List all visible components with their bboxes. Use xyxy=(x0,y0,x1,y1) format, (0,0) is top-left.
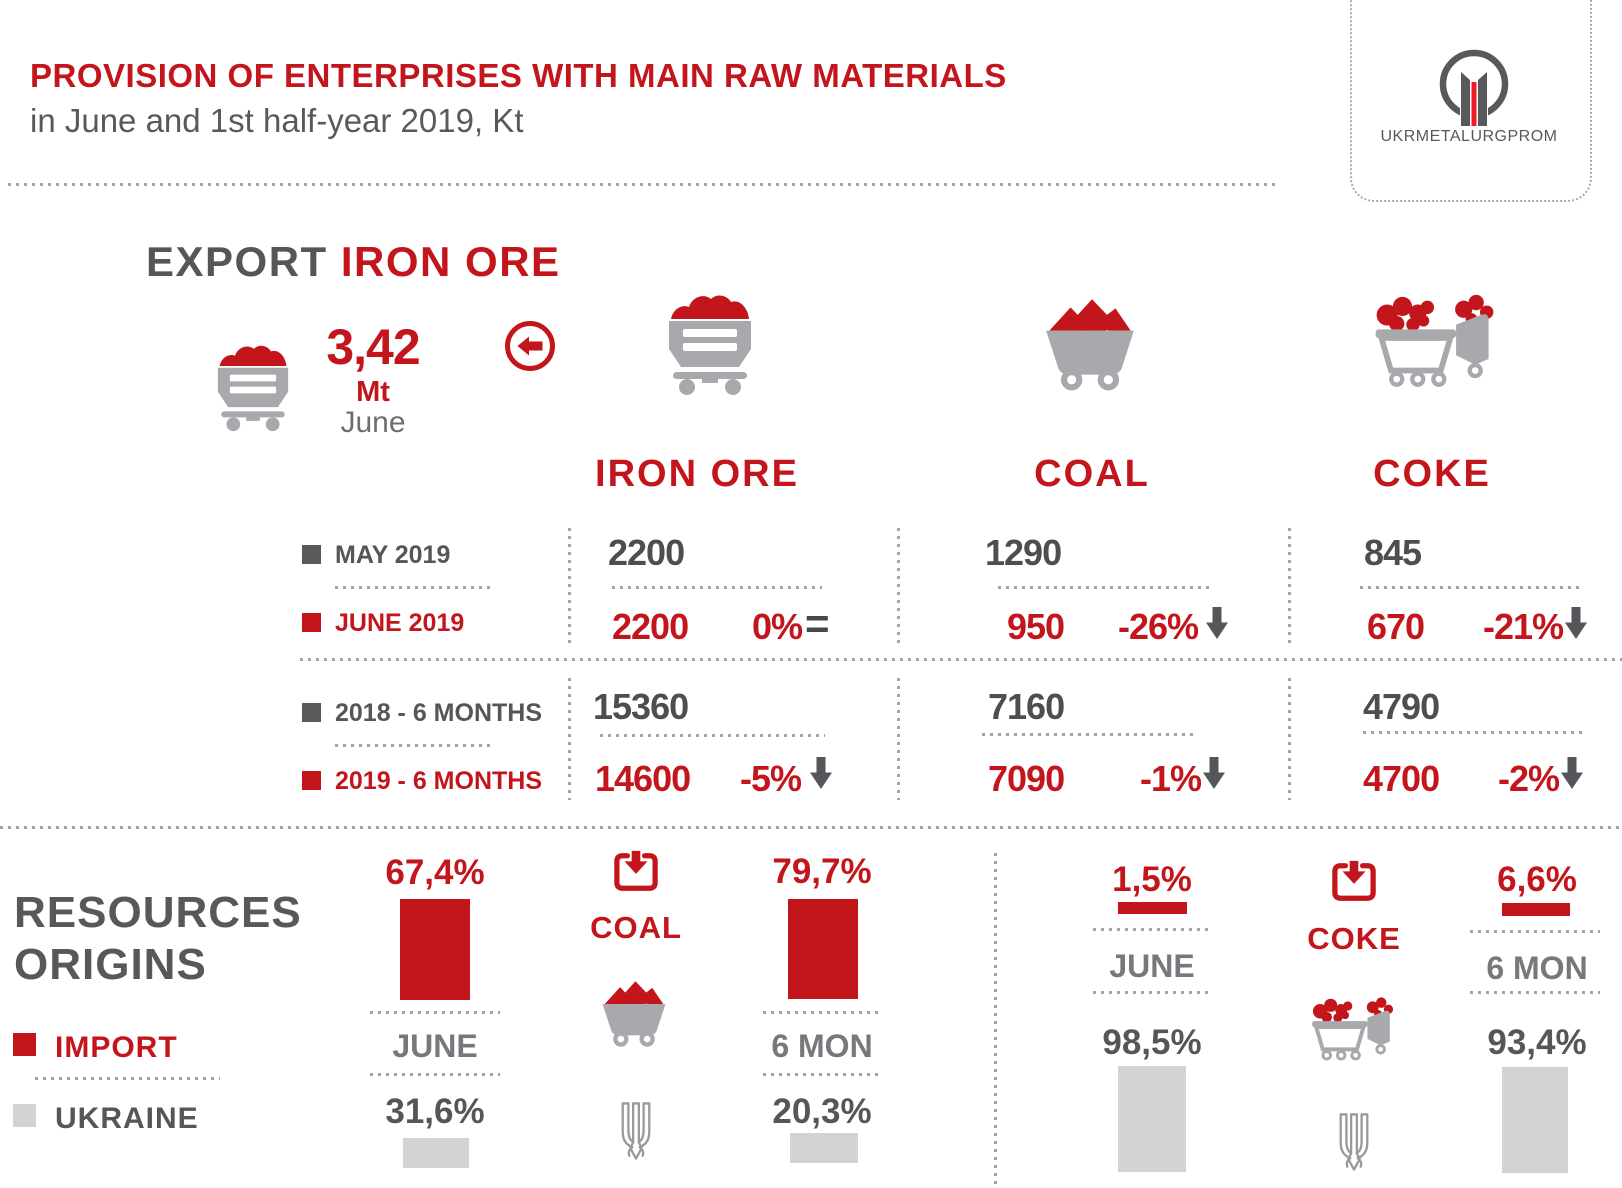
dotted-divider xyxy=(994,853,997,1188)
coke-6mon-import-value: 6,6% xyxy=(1497,860,1577,899)
coal-cart-icon xyxy=(1037,292,1143,392)
coke-cart-icon xyxy=(1368,286,1502,390)
cell-2019-coke: 4700 xyxy=(1363,758,1440,799)
cell-june-coal: 950 xyxy=(1007,606,1065,647)
row-label-2019: 2019 - 6 MONTHS xyxy=(335,767,543,795)
export-wagon-icon xyxy=(210,336,296,432)
cell-june-coke-change: -21% xyxy=(1483,606,1564,647)
coke-june-import-value: 1,5% xyxy=(1112,860,1192,899)
row-marker-may xyxy=(302,545,321,564)
coke-june-ukraine-value: 98,5% xyxy=(1102,1023,1202,1062)
dotted-divider xyxy=(1288,528,1291,646)
iron-ore-wagon-icon xyxy=(660,284,760,396)
page-title: PROVISION OF ENTERPRISES WITH MAIN RAW MATERIALS xyxy=(30,57,1007,94)
dotted-divider xyxy=(1363,731,1585,734)
ukraine-trident-icon xyxy=(1335,1111,1373,1173)
resources-origins-title-line2: ORIGINS xyxy=(14,940,207,989)
row-label-june: JUNE 2019 xyxy=(335,609,465,637)
origins-coal-label: COAL xyxy=(590,910,682,945)
trend-down-icon xyxy=(810,757,832,789)
dotted-divider xyxy=(763,1011,883,1014)
cell-2019-coke-change: -2% xyxy=(1498,758,1560,799)
export-material-label: IRON ORE xyxy=(340,238,561,285)
legend-import-label: IMPORT xyxy=(55,1031,178,1064)
cell-may-iron-ore: 2200 xyxy=(608,532,685,573)
coal-6mon-import-value: 79,7% xyxy=(772,852,872,891)
logo-card xyxy=(1350,0,1592,202)
coke-6mon-ukraine-value: 93,4% xyxy=(1487,1023,1587,1062)
export-period: June xyxy=(340,406,406,439)
coke-cart-small-icon xyxy=(1307,990,1399,1064)
row-marker-june xyxy=(302,613,321,632)
coal-june-import-value: 67,4% xyxy=(385,853,485,892)
dotted-divider xyxy=(335,744,495,747)
dotted-divider xyxy=(370,1011,500,1014)
dotted-divider xyxy=(335,586,495,589)
coke-6mon-ukraine-bar xyxy=(1502,1067,1568,1173)
cell-2019-coal-change: -1% xyxy=(1140,758,1202,799)
dotted-divider xyxy=(568,528,571,646)
export-value: 3,42 xyxy=(326,319,420,375)
cell-2018-coke: 4790 xyxy=(1363,686,1440,727)
legend-ukraine-label: UKRAINE xyxy=(55,1102,199,1135)
row-marker-2018 xyxy=(302,703,321,722)
trend-down-icon xyxy=(1565,607,1587,639)
coke-june-period-label: JUNE xyxy=(1109,948,1195,984)
dotted-divider xyxy=(35,1077,220,1080)
export-direction-arrow-icon xyxy=(504,320,556,372)
dotted-divider xyxy=(897,528,900,646)
row-label-2018: 2018 - 6 MONTHS xyxy=(335,699,543,727)
trend-down-icon xyxy=(1206,607,1228,639)
header-dotted-divider xyxy=(8,183,1280,186)
ukraine-trident-icon xyxy=(617,1100,655,1162)
dotted-divider xyxy=(568,678,571,800)
coal-june-ukraine-value: 31,6% xyxy=(385,1092,485,1131)
origins-coke-label: COKE xyxy=(1307,921,1401,956)
dotted-divider xyxy=(612,586,822,589)
page-subtitle: in June and 1st half-year 2019, Kt xyxy=(30,102,524,139)
dotted-divider xyxy=(763,1073,883,1076)
dotted-divider xyxy=(1093,991,1213,994)
cell-june-iron-ore-change: 0% xyxy=(752,606,803,647)
trend-down-icon xyxy=(1203,757,1225,789)
coal-6mon-ukraine-value: 20,3% xyxy=(772,1092,872,1131)
dotted-divider xyxy=(300,658,1622,661)
dotted-divider xyxy=(0,826,1622,829)
import-download-icon xyxy=(612,849,660,893)
dotted-divider xyxy=(897,678,900,800)
resources-origins-title-line1: RESOURCES xyxy=(14,888,302,937)
export-heading xyxy=(146,238,561,286)
coal-june-ukraine-bar xyxy=(403,1138,469,1168)
row-marker-2019 xyxy=(302,771,321,790)
cell-2019-iron-ore: 14600 xyxy=(595,758,691,799)
dotted-divider xyxy=(370,1073,500,1076)
equal-trend-icon: = xyxy=(805,600,830,647)
cell-2019-coal: 7090 xyxy=(988,758,1065,799)
ukrmetalurgprom-logo-icon xyxy=(1436,46,1512,132)
dotted-divider xyxy=(600,734,825,737)
import-download-icon xyxy=(1330,859,1378,903)
cell-june-coke: 670 xyxy=(1367,606,1425,647)
dotted-divider xyxy=(1093,928,1213,931)
coke-6mon-import-bar xyxy=(1502,903,1570,916)
column-header-coke: COKE xyxy=(1373,453,1491,495)
trend-down-icon xyxy=(1561,757,1583,789)
cell-2018-iron-ore: 15360 xyxy=(593,686,689,727)
coal-june-period-label: JUNE xyxy=(392,1028,478,1064)
coal-6mon-import-bar xyxy=(788,899,858,999)
cell-may-coal: 1290 xyxy=(985,532,1062,573)
export-unit: Mt xyxy=(356,376,390,408)
dotted-divider xyxy=(1360,586,1582,589)
dotted-divider xyxy=(1470,991,1600,994)
coke-june-ukraine-bar xyxy=(1118,1066,1186,1172)
legend-ukraine-marker xyxy=(13,1104,36,1127)
column-header-iron-ore: IRON ORE xyxy=(595,453,799,495)
dotted-divider xyxy=(1470,930,1600,933)
row-label-may: MAY 2019 xyxy=(335,541,451,569)
column-header-coal: COAL xyxy=(1034,453,1150,495)
dotted-divider xyxy=(998,586,1210,589)
coal-cart-small-icon xyxy=(596,976,672,1048)
cell-2019-iron-ore-change: -5% xyxy=(740,758,802,799)
dotted-divider xyxy=(982,733,1197,736)
legend-import-marker xyxy=(13,1033,36,1056)
cell-june-iron-ore: 2200 xyxy=(612,606,689,647)
coke-6mon-period-label: 6 MON xyxy=(1486,950,1588,986)
coke-june-import-bar xyxy=(1118,902,1187,914)
cell-june-coal-change: -26% xyxy=(1118,606,1199,647)
coal-june-import-bar xyxy=(400,899,470,1000)
logo-text: UKRMETALURGPROM xyxy=(1380,128,1558,145)
cell-2018-coal: 7160 xyxy=(988,686,1065,727)
export-prefix-label: EXPORT xyxy=(146,238,328,285)
cell-may-coke: 845 xyxy=(1364,532,1422,573)
coal-6mon-period-label: 6 MON xyxy=(771,1028,873,1064)
coal-6mon-ukraine-bar xyxy=(790,1133,858,1163)
dotted-divider xyxy=(1288,678,1291,800)
